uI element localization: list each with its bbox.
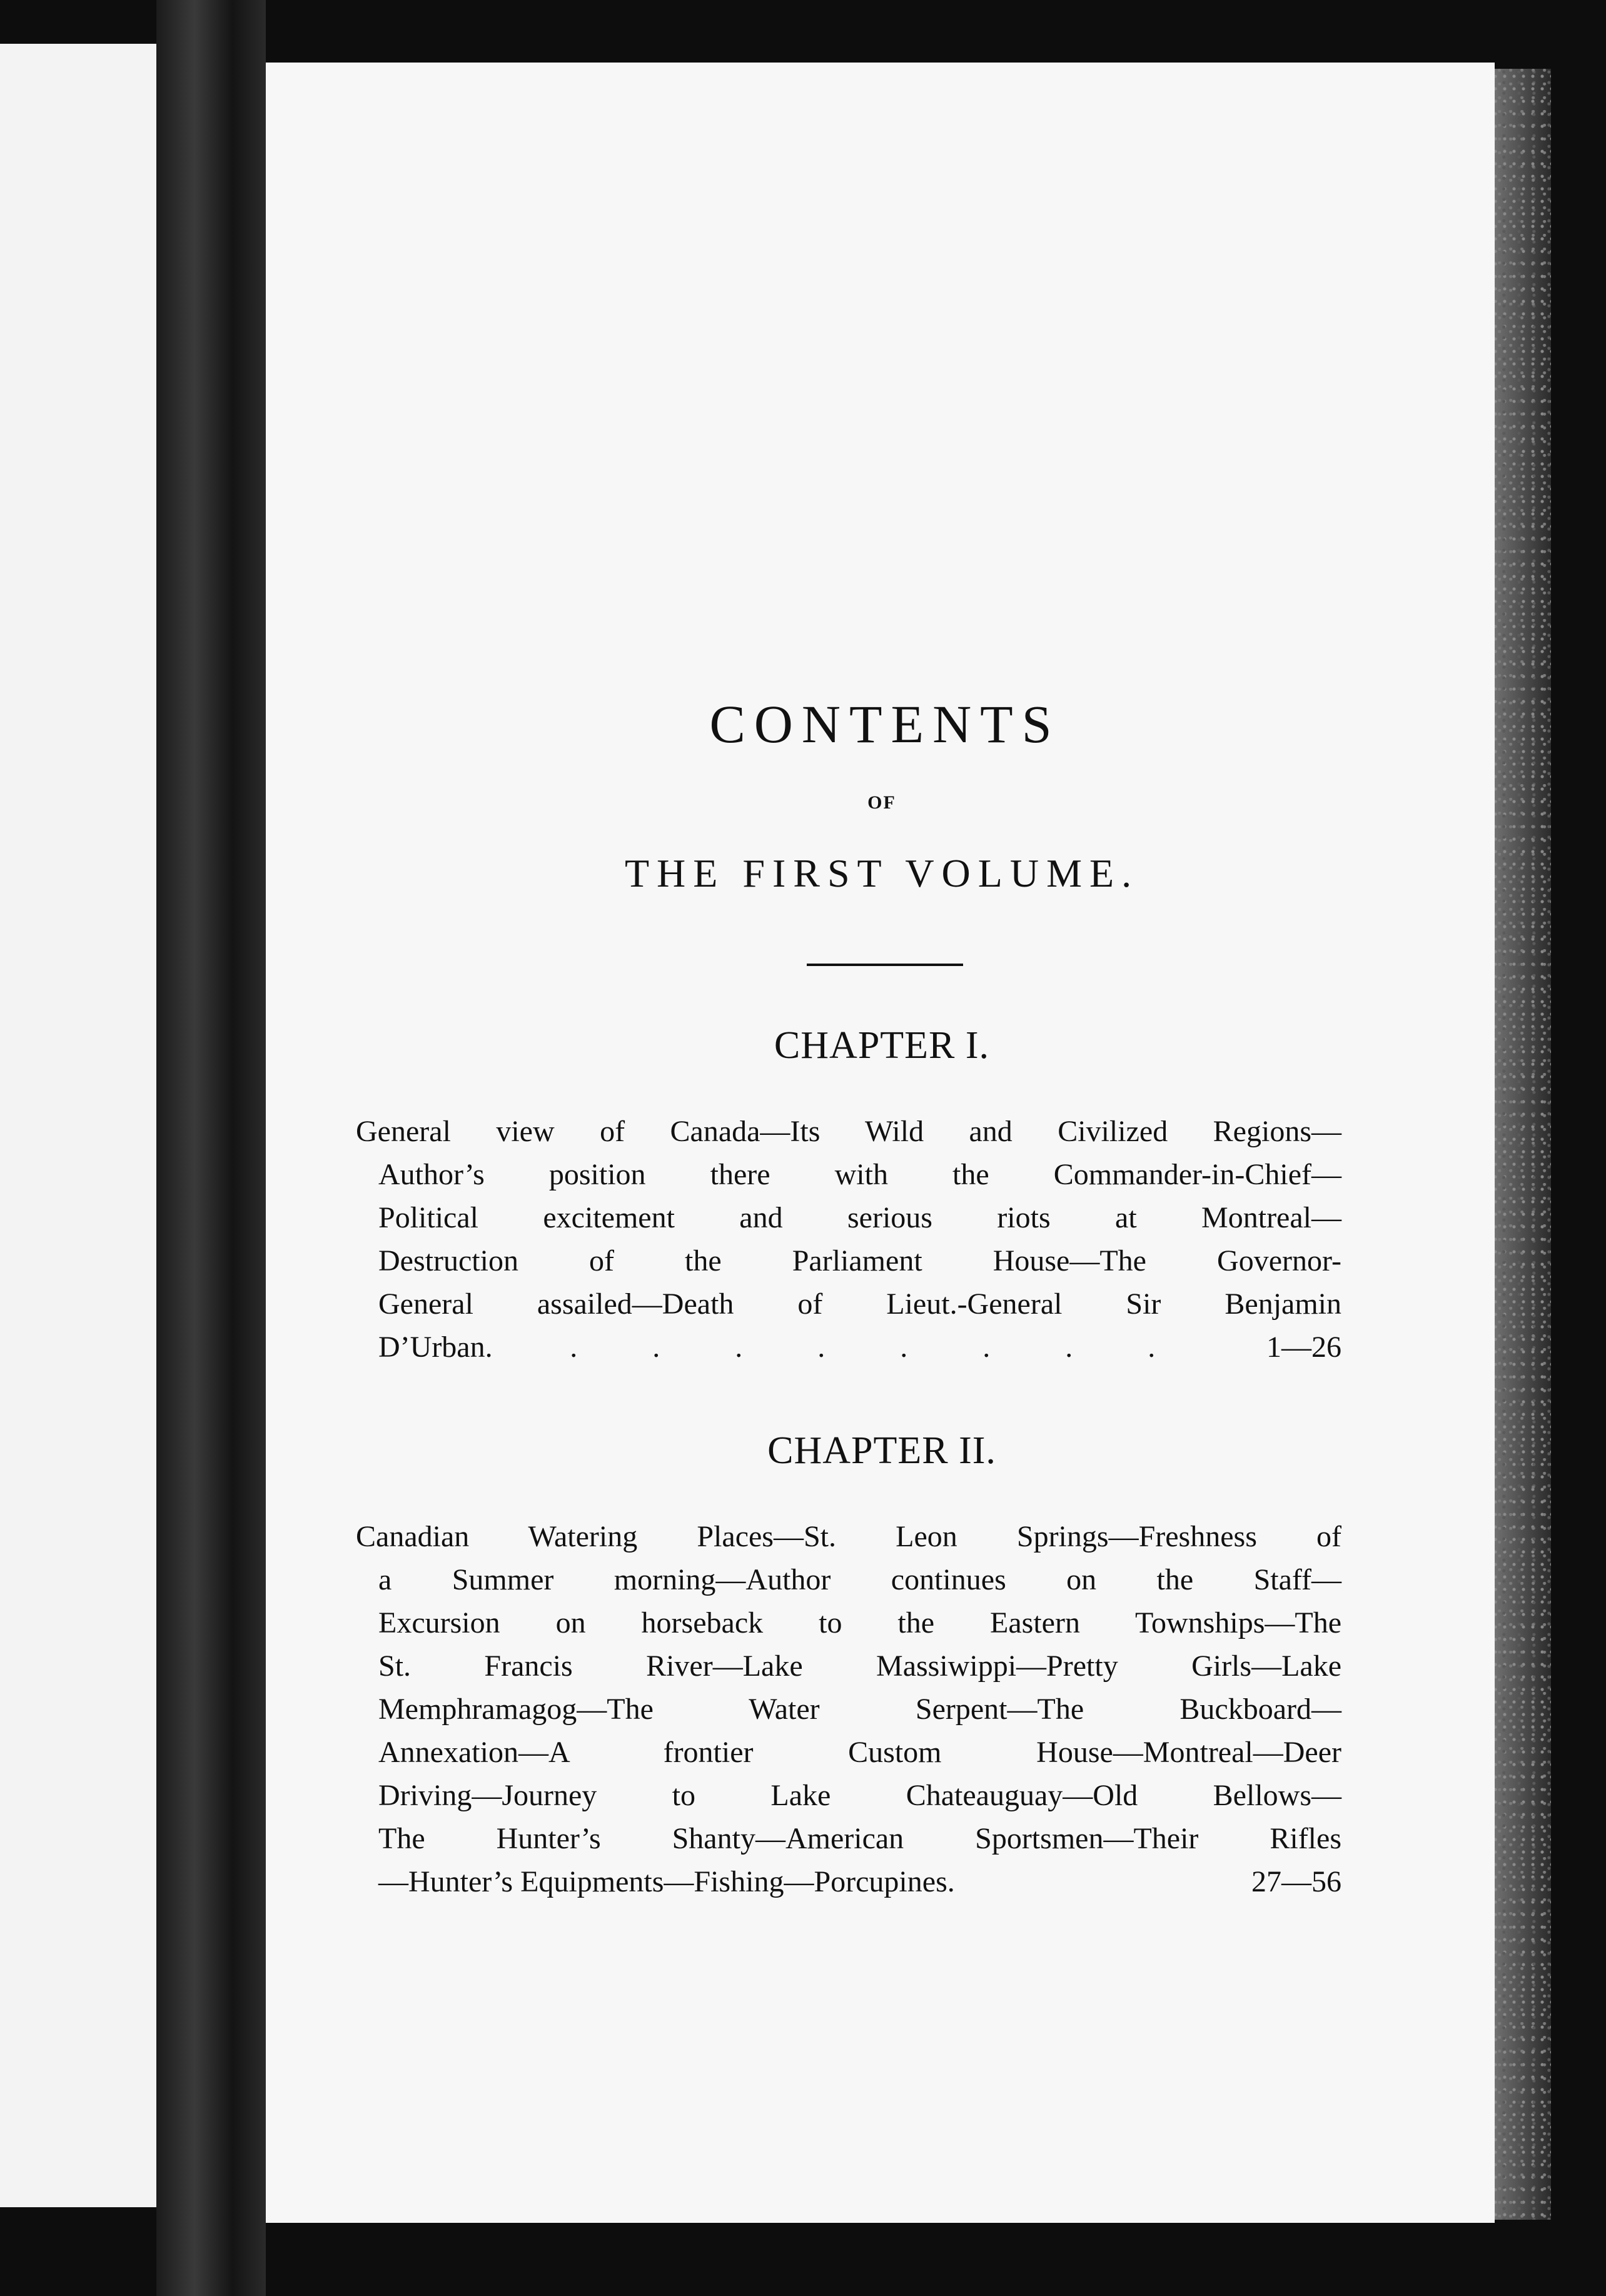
chapter-2-summary bbox=[353, 1515, 1341, 1903]
chapter-2-line: Driving—Journey to Lake Chateauguay—Old Bellows— bbox=[378, 1779, 1341, 1812]
chapter-1-last-line bbox=[378, 1326, 1341, 1369]
divider-rule bbox=[807, 964, 963, 966]
chapter-1-pages: 1—26 bbox=[1266, 1331, 1341, 1364]
chapter-1-heading: CHAPTER I. bbox=[774, 1024, 990, 1067]
chapter-2-line: Canadian Watering Places—St. Leon Springs—Freshness of bbox=[356, 1520, 1341, 1553]
chapter-2-line: a Summer morning—Author continues on the Staff— bbox=[378, 1563, 1341, 1596]
book-gutter bbox=[156, 0, 266, 2296]
contents-page bbox=[266, 63, 1495, 2223]
facing-page-edge bbox=[0, 44, 158, 2207]
chapter-1-line: General assailed—Death of Lieut.-General Sir Benjamin bbox=[378, 1287, 1341, 1321]
chapter-1-line: Destruction of the Parliament House—The Governor- bbox=[378, 1244, 1341, 1277]
chapter-2-line: Annexation—A frontier Custom House—Montreal—Deer bbox=[378, 1736, 1341, 1769]
chapter-2-last-line bbox=[378, 1860, 1341, 1903]
chapter-1-summary bbox=[353, 1110, 1341, 1369]
chapter-2-heading: CHAPTER II. bbox=[767, 1429, 996, 1472]
chapter-2-line: Excursion on horseback to the Eastern Townships—The bbox=[378, 1606, 1341, 1639]
contents-title: CONTENTS bbox=[709, 694, 1061, 754]
dot-leader: . . . . . . . . bbox=[570, 1331, 1189, 1364]
chapter-1-line: General view of Canada—Its Wild and Civilized Regions— bbox=[356, 1115, 1341, 1148]
chapter-1-line: Political excitement and serious riots at Montreal— bbox=[378, 1201, 1341, 1234]
chapter-2-line: The Hunter’s Shanty—American Sportsmen—Their Rifles bbox=[378, 1822, 1341, 1855]
chapter-1-line: Author’s position there with the Commander-in-Chief— bbox=[378, 1158, 1341, 1191]
chapter-2-line: St. Francis River—Lake Massiwippi—Pretty Girls—Lake bbox=[378, 1649, 1341, 1683]
of-line: OF bbox=[867, 792, 896, 813]
chapter-2-last-text: —Hunter’s Equipments—Fishing—Porcupines. bbox=[378, 1865, 955, 1898]
chapter-2-line: Memphramagog—The Water Serpent—The Buckboard— bbox=[378, 1693, 1341, 1726]
chapter-2-pages: 27—56 bbox=[1251, 1865, 1341, 1898]
chapter-1-last-text: D’Urban. bbox=[378, 1331, 493, 1364]
volume-line: THE FIRST VOLUME. bbox=[624, 851, 1139, 895]
contents-block bbox=[353, 694, 1341, 1903]
